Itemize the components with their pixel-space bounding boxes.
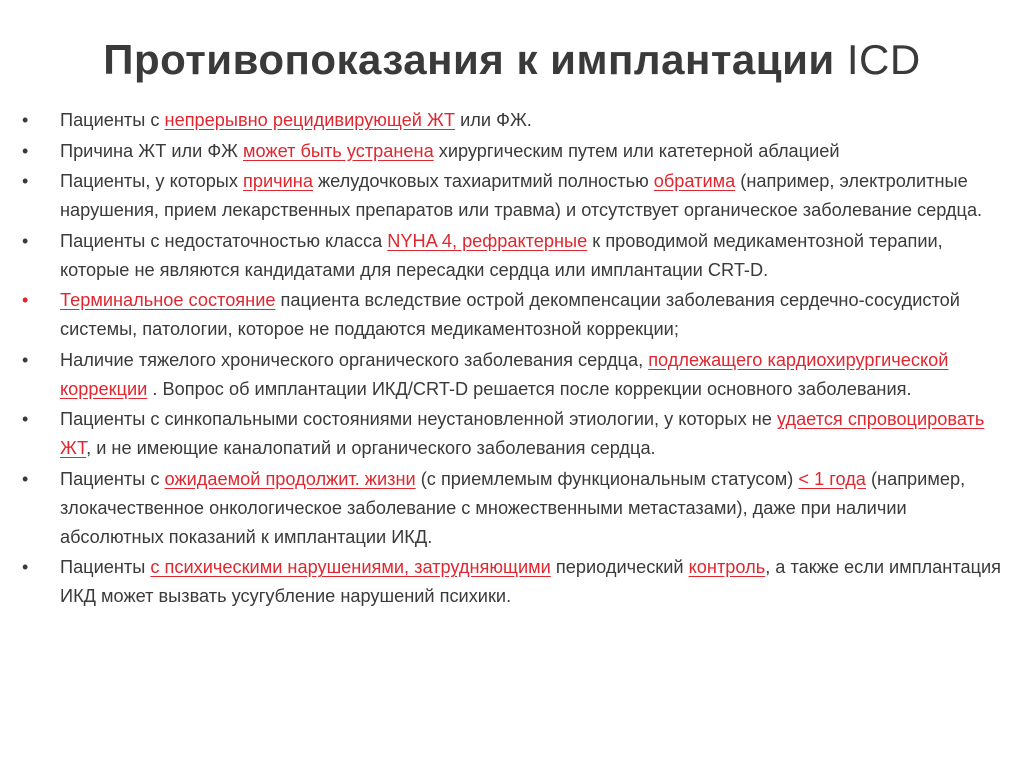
item-text: или ФЖ. xyxy=(455,110,532,130)
bullet-icon: • xyxy=(22,468,29,489)
contraindication-list xyxy=(20,106,1010,613)
list-item xyxy=(20,405,1010,463)
item-text: Пациенты с синкопальными состояниями неустановленной этиологии, у которых не xyxy=(60,409,777,429)
bullet-icon: • xyxy=(22,230,29,251)
item-text: периодический xyxy=(550,557,689,577)
highlighted-text: непрерывно рецидивирующей ЖТ xyxy=(164,110,456,130)
highlighted-text: удается спровоцировать ЖТ xyxy=(60,409,985,458)
item-text: желудочковых тахиаритмий полностью xyxy=(312,171,654,191)
highlighted-text: Терминальное состояние xyxy=(60,290,276,310)
item-text: (например, злокачественное онкологическое заболевание с множественными метастазами), даже при наличии абсолютных показаний к имплантации ИКД. xyxy=(60,468,966,547)
item-text: пациента вследствие острой декомпенсации заболевания сердечно-сосудистой системы, патологии, которое не поддаются медикаментозной коррекции; xyxy=(60,290,960,339)
list-item xyxy=(20,106,1010,135)
list-item xyxy=(20,553,1010,611)
item-text: Пациенты с xyxy=(60,110,165,130)
highlighted-text: контроль xyxy=(688,557,766,577)
bullet-icon: • xyxy=(22,349,29,370)
item-text: Причина ЖТ или ФЖ xyxy=(60,140,244,161)
list-item xyxy=(20,167,1010,225)
highlighted-text: с психическими нарушениями, затрудняющими xyxy=(150,557,551,577)
bullet-icon: • xyxy=(22,110,29,130)
list-item xyxy=(20,227,1010,285)
highlighted-text: подлежащего кардиохирургической коррекции xyxy=(60,349,949,399)
item-text: Пациенты с xyxy=(60,468,165,489)
item-text: (например, электролитные нарушения, прием лекарственных препаратов или травма) и отсутствует органическое заболевание сердца. xyxy=(60,171,983,220)
item-text: Пациенты с недостаточностью класса xyxy=(60,230,388,251)
slide-title xyxy=(0,36,1024,84)
list-item xyxy=(20,465,1010,552)
bullet-icon: • xyxy=(22,171,29,191)
item-text: к проводимой медикаментозной терапии, которые не являются кандидатами для пересадки сердца или имплантации CRT-D. xyxy=(60,230,943,280)
item-text: хирургическим путем или катетерной аблацией xyxy=(433,140,840,161)
highlighted-text: причина xyxy=(243,171,313,191)
highlighted-text: < 1 года xyxy=(798,468,866,489)
highlighted-text: ожидаемой продолжит. жизни xyxy=(164,468,416,489)
list-item xyxy=(20,286,1010,344)
bullet-icon: • xyxy=(22,409,29,429)
bullet-icon: • xyxy=(22,557,29,577)
item-text: (с приемлемым функциональным статусом) xyxy=(415,468,799,489)
list-item xyxy=(20,137,1010,166)
list-item xyxy=(20,346,1010,404)
item-text: , а также если имплантация ИКД может вызвать усугубление нарушений психики. xyxy=(60,557,1001,606)
item-text: Наличие тяжелого хронического органического заболевания сердца, xyxy=(60,349,649,370)
item-text: Пациенты xyxy=(60,557,151,577)
highlighted-text: может быть устранена xyxy=(243,140,434,161)
bullet-icon: • xyxy=(22,290,29,310)
item-text: , и не имеющие каналопатий и органического заболевания сердца. xyxy=(86,438,656,458)
bullet-icon: • xyxy=(22,140,29,161)
item-text: Пациенты, у которых xyxy=(60,171,244,191)
title-acronym: ICD xyxy=(846,36,921,83)
item-text: . Вопрос об имплантации ИКД/CRT-D решается после коррекции основного заболевания. xyxy=(147,378,912,399)
highlighted-text: NYHA 4, рефрактерные xyxy=(387,230,588,251)
highlighted-text: обратима xyxy=(653,171,736,191)
title-main: Противопоказания к имплантации xyxy=(103,36,835,83)
